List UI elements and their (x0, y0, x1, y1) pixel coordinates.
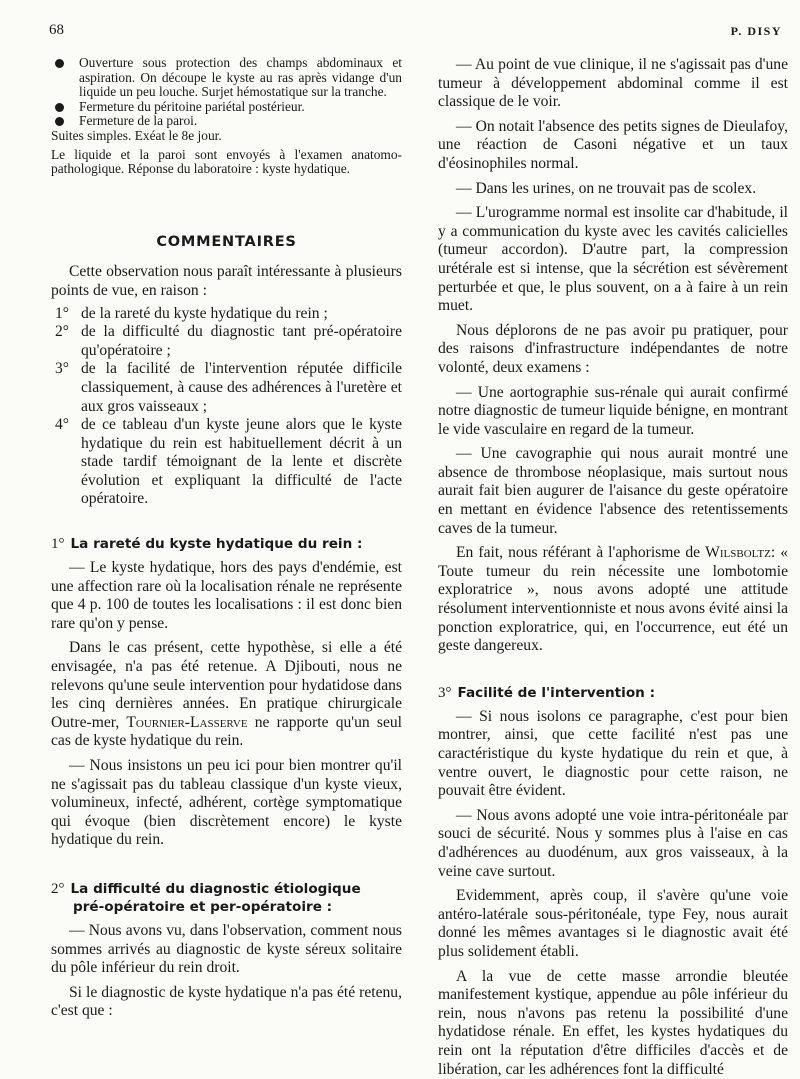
bullet-icon (55, 117, 64, 126)
body-paragraph: — Une aortographie sus-rénale qui aurait confirmé notre diagnostic de tumeur liquide bénigne, en montrant le vide vasculaire en regard de la tumeur. (438, 383, 788, 438)
point-item: 1° de la rareté du kyste hydatique du rein ; (55, 304, 328, 322)
body-paragraph: A la vue de cette masse arrondie bleutée manifestement kystique, appendue au pôle inférieur du rein, nous n'avons pas retenu la possibilité d'une hydatidose rénale. En effet, les kystes hydatiques du rein ont la réputation d'être difficiles d'accès et de libération, car les adhérences font la difficulté (438, 967, 788, 1078)
body-paragraph: Si le diagnostic de kyste hydatique n'a pas été retenu, c'est que : (51, 983, 402, 1020)
point-item: 4° de ce tableau d'un kyste jeune alors que le kyste hydatique du rein est habituellement décrit à un stade tardif témoignant de la lente et discrète évolution et expliquant la difficulté de l'acte opératoire. (55, 416, 402, 508)
body-paragraph: Dans le cas présent, cette hypothèse, si elle a été envisagée, n'a pas été retenue. A Djibouti, nous ne relevons qu'une seule intervention pour hydatidose dans les cinq dernières années. En pratique chirurgicale Outre-mer, Tournier-Lasserve ne rapporte qu'un seul cas de kyste hydatique du rein. (51, 639, 402, 750)
section-heading-1: 1° La rareté du kyste hydatique du rein : (51, 536, 363, 553)
intro-paragraph: Cette observation nous paraît intéressante à plusieurs points de vue, en raison : (51, 263, 402, 299)
body-paragraph: — On notait l'absence des petits signes de Dieulafoy, une réaction de Casoni négative et un taux d'éosinophiles normal. (438, 117, 788, 172)
body-paragraph: — Une cavographie qui nous aurait montré une absence de thrombose néoplasique, mais surtout nous aurait fait bien augurer de l'aisance du geste opératoire en mettant en évidence l'absence des retentissements caves de la tumeur. (438, 445, 788, 537)
observation-end (51, 56, 402, 177)
author-name: Tournier-Lasserve (126, 713, 248, 731)
body-paragraph: — Nous insistons un peu ici pour bien montrer qu'il ne s'agissait pas du tableau classique d'un kyste vieux, volumineux, infecté, adhérent, cortège symptomatique qui évoque (bien discrètement encore) le kyste hydatique du rein. (51, 757, 402, 849)
commentaires-heading: COMMENTAIRES (156, 233, 297, 250)
body-paragraph: — Dans les urines, on ne trouvait pas de scolex. (456, 179, 757, 197)
section-heading-2: 2° La difficulté du diagnostic étiologique pré-opératoire et per-opératoire : (51, 880, 361, 915)
section-heading-3: 3° Facilité de l'intervention : (438, 684, 656, 701)
point-item: 3° de la facilité de l'intervention réputée difficile classiquement, à cause des adhérences à l'uretère et aux gros vaisseaux ; (55, 360, 402, 415)
suites-line: Suites simples. Exéat le 8e jour. (51, 127, 222, 143)
body-paragraph: En fait, nous référant à l'aphorisme de Wilsboltz: « Toute tumeur du rein nécessite une lombotomie exploratrice », nous avons adopté une attitude résolument interventionniste et nous avons évité ainsi la ponction exploratrice, qui, en l'occurrence, eut été un geste dangereux. (438, 544, 789, 655)
right-column (438, 56, 788, 1079)
page-number: 68 (49, 22, 64, 38)
body-paragraph: Nous déplorons de ne pas avoir pu pratiquer, pour des raisons d'infrastructure indépendantes de notre volonté, deux examens : (438, 321, 788, 376)
body-paragraph: — Nous avons vu, dans l'observation, comment nous sommes arrivés au diagnostic de kyste séreux solitaire du pôle inférieur du rein droit. (51, 921, 402, 977)
body-paragraph: — L'urogramme normal est insolite car d'habitude, il y a communication du kyste avec les cavités calicielles (tumeur accordon). D'autre part, la compression urétérale est si intense, que la sécrétion est sévèrement perturbée et que, le plus souvent, on a à faire à un rein muet. (438, 204, 788, 315)
author-name: Wilsboltz (705, 544, 771, 562)
body-paragraph: — Le kyste hydatique, hors des pays d'endémie, est une affection rare où la localisation rénale ne représente que 4 p. 100 de toutes les localisations : il est donc bien rare qu'on y pense. (51, 559, 402, 632)
running-head: P. DISY (730, 24, 782, 38)
list-item: Fermeture de la paroi. (51, 114, 402, 129)
body-paragraph: Evidemment, après coup, il s'avère qu'une voie antéro-latérale sous-péritonéale, type Fey, nous aurait donné les mêmes avantages si le diagnostic avait été plus solidement établi. (438, 887, 788, 960)
body-paragraph: — Si nous isolons ce paragraphe, c'est pour bien montrer, ainsi, que cette facilité n'est pas une caractéristique du kyste hydatique du rein et que, à ventre ouvert, le diagnostic pour cette raison, ne pouvait être évident. (438, 707, 788, 800)
bullet-icon (55, 59, 64, 68)
left-column (51, 56, 402, 1021)
bullet-icon (55, 103, 64, 112)
list-item: Fermeture du péritoine pariétal postérieur. (51, 100, 402, 115)
body-paragraph: — Nous avons adopté une voie intra-péritonéale par souci de sécurité. Nous y sommes plus à l'aise en cas d'adhérences au duodénum, aux gros vaisseaux, à la veine cave surtout. (438, 806, 788, 880)
point-item: 2° de la difficulté du diagnostic tant pré-opératoire qu'opératoire ; (55, 323, 402, 359)
lab-result: Le liquide et la paroi sont envoyés à l'examen anatomo-pathologique. Réponse du laboratoire : kyste hydatique. (51, 146, 402, 177)
list-item: Ouverture sous protection des champs abdominaux et aspiration. On découpe le kyste au ras après vidange d'un liquide un peu louche. Surjet hémostatique sur la tranche. (51, 56, 402, 100)
body-paragraph: — Au point de vue clinique, il ne s'agissait pas d'une tumeur à développement abdominal comme il est classique de le voir. (438, 56, 788, 111)
